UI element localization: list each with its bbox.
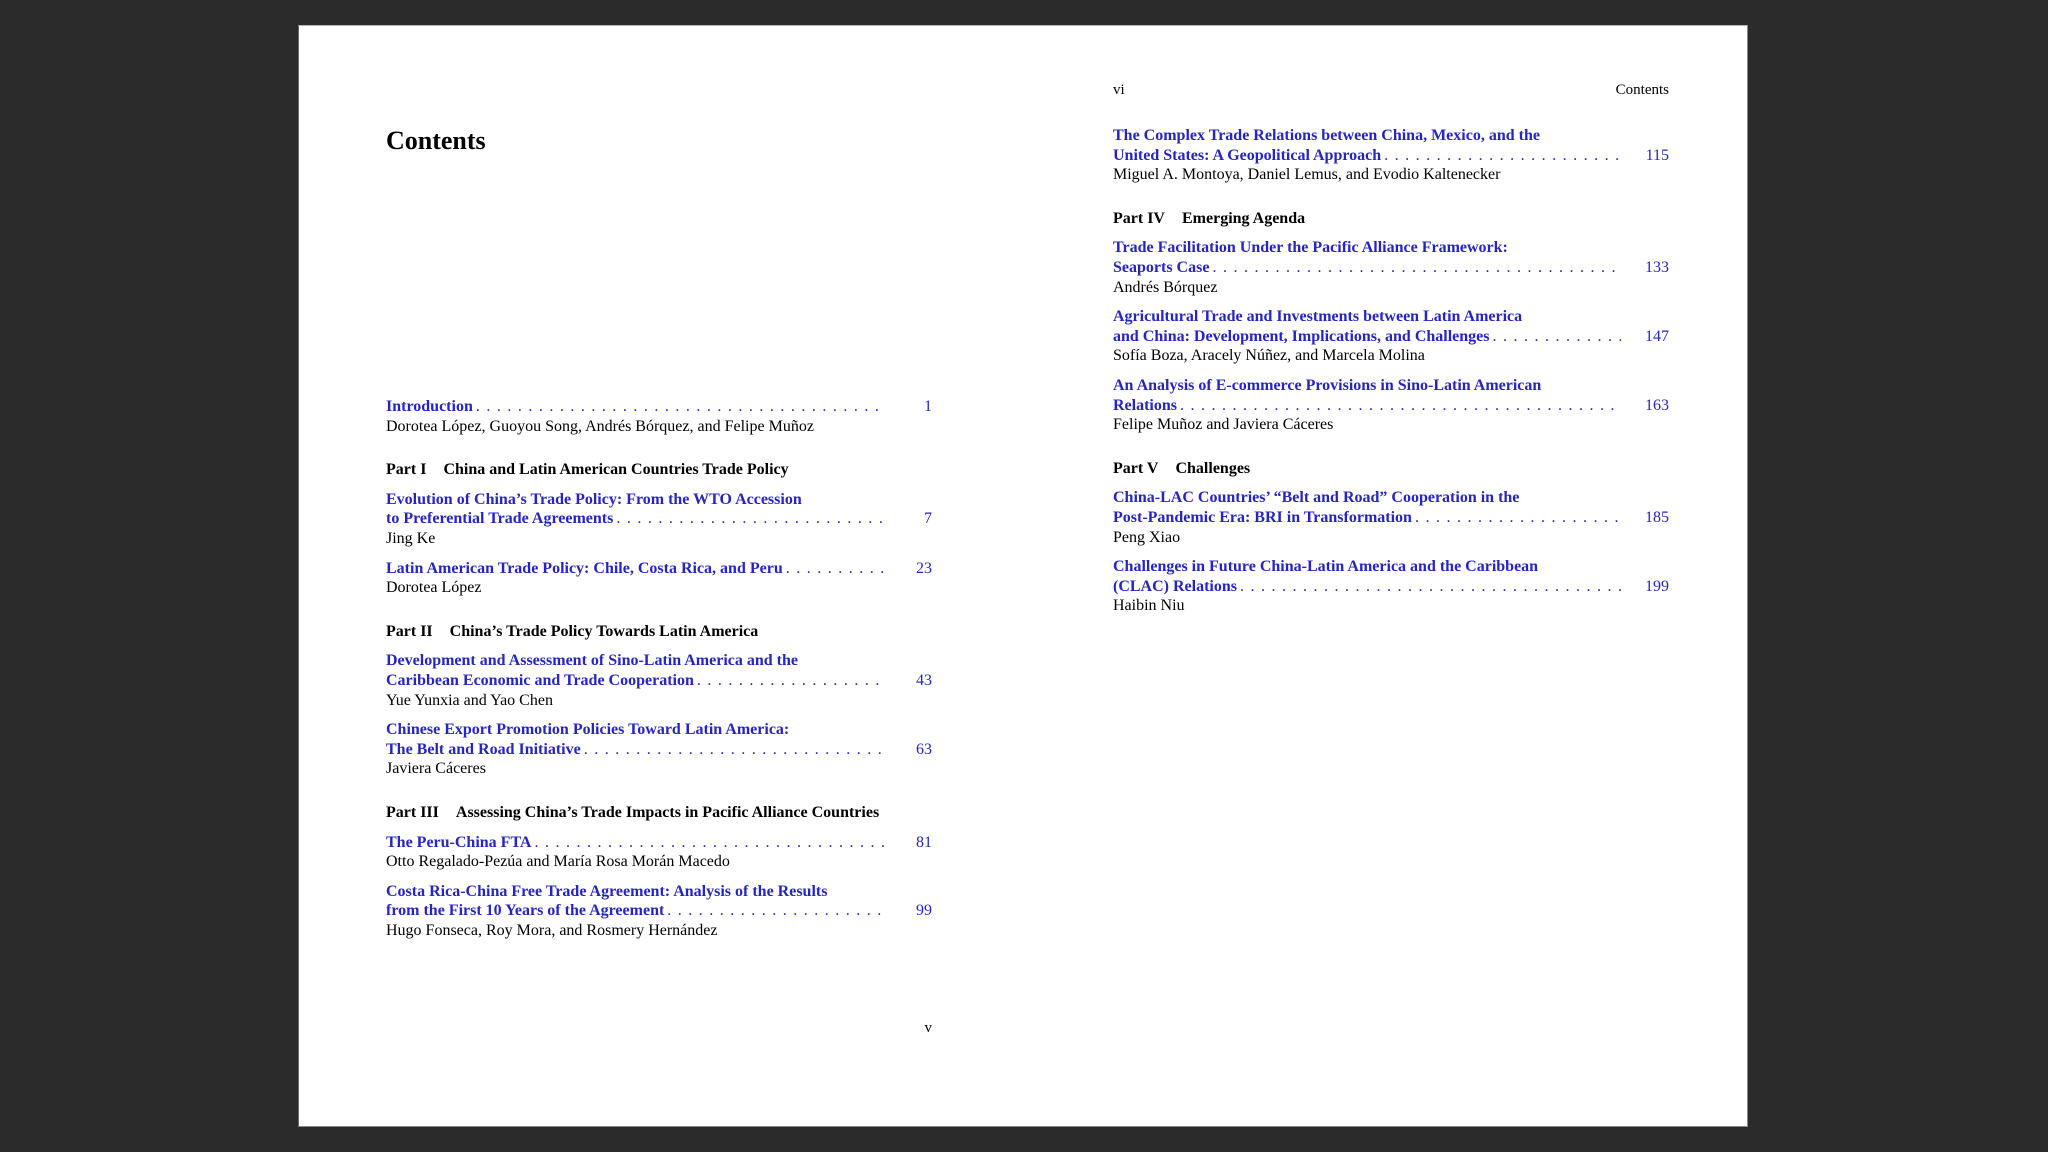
part-title: China and Latin American Countries Trade Policy <box>443 461 789 479</box>
toc-entry-title-line[interactable]: Chinese Export Promotion Policies Toward Latin America: <box>386 721 790 739</box>
toc-page-number[interactable]: 99 <box>916 902 932 920</box>
part-heading-2 <box>386 622 932 642</box>
toc-entry-title-line[interactable]: Development and Assessment of Sino-Latin America and the <box>386 652 799 670</box>
toc-entry-authors: Dorotea López <box>386 579 482 597</box>
toc-entry-title-line[interactable]: Trade Facilitation Under the Pacific Alliance Framework: <box>1113 239 1508 257</box>
toc-entry-title-line[interactable]: Costa Rica-China Free Trade Agreement: Analysis of the Results <box>386 882 828 900</box>
toc-entry-title[interactable]: Seaports Case <box>1113 258 1210 276</box>
toc-entry-title[interactable]: Caribbean Economic and Trade Cooperation <box>386 671 694 689</box>
toc-entry-title[interactable]: The Peru-China FTA <box>386 833 532 851</box>
part-title: China’s Trade Policy Towards Latin America <box>449 622 759 640</box>
toc-entry-authors: Andrés Bórquez <box>1113 278 1218 296</box>
toc-entry-title[interactable]: (CLAC) Relations <box>1113 577 1237 595</box>
toc-entry-title-line[interactable]: The Complex Trade Relations between China, Mexico, and the <box>1113 127 1540 144</box>
toc-entry-development-assessment <box>386 651 932 710</box>
part-title: Assessing China’s Trade Impacts in Pacific Alliance Countries <box>455 803 880 821</box>
book-page-spread <box>298 25 1748 1127</box>
toc-entry-title[interactable]: The Belt and Road Initiative <box>386 740 581 758</box>
part-label: Part I <box>386 461 427 479</box>
part-title: Emerging Agenda <box>1181 209 1306 227</box>
toc-entry-title[interactable]: to Preferential Trade Agreements <box>386 510 614 528</box>
dot-leader <box>786 559 884 579</box>
part-label: Part IV <box>1113 209 1165 227</box>
part-label: Part II <box>386 622 433 640</box>
toc-entry-future-clac-relations <box>1113 557 1669 616</box>
toc-page-number[interactable]: 147 <box>1645 327 1669 345</box>
toc-entry-latin-american-trade-policy <box>386 559 932 598</box>
left-page-folio: v <box>924 1020 932 1036</box>
toc-page-number[interactable]: 199 <box>1645 577 1669 595</box>
part-heading-5 <box>1113 459 1669 479</box>
toc-entry-authors: Otto Regalado-Pezúa and María Rosa Morán Macedo <box>386 853 730 871</box>
part-heading-4 <box>1113 209 1669 229</box>
toc-entry-title[interactable]: Latin American Trade Policy: Chile, Costa Rica, and Peru <box>386 559 783 577</box>
toc-entry-ecommerce-provisions <box>1113 376 1669 435</box>
toc-entry-title-line[interactable]: Challenges in Future China-Latin America and the Caribbean <box>1113 558 1539 576</box>
toc-entry-introduction <box>386 397 932 436</box>
running-header-title: Contents <box>1615 82 1669 98</box>
toc-page-number[interactable]: 7 <box>924 510 932 528</box>
toc-page-number[interactable]: 1 <box>924 398 932 415</box>
toc-entry-title-line[interactable]: China-LAC Countries’ “Belt and Road” Cooperation in the <box>1113 489 1520 507</box>
toc-page-number[interactable]: 63 <box>916 740 932 758</box>
toc-entry-authors: Felipe Muñoz and Javiera Cáceres <box>1113 416 1334 434</box>
toc-entry-title[interactable]: Post-Pandemic Era: BRI in Transformation <box>1113 508 1412 526</box>
dot-leader <box>1493 327 1622 347</box>
left-toc-entries <box>386 397 932 940</box>
toc-entry-title-line[interactable]: Agricultural Trade and Investments between Latin America <box>1113 308 1523 326</box>
dot-leader <box>667 901 884 921</box>
toc-entry-authors: Javiera Cáceres <box>386 760 486 778</box>
toc-entry-authors: Peng Xiao <box>1113 528 1181 546</box>
toc-entry-trade-facilitation <box>1113 238 1669 297</box>
toc-entry-authors: Sofía Boza, Aracely Núñez, and Marcela Molina <box>1113 347 1425 365</box>
dot-leader <box>1415 508 1621 528</box>
toc-entry-title-line[interactable]: Evolution of China’s Trade Policy: From the WTO Accession <box>386 490 802 508</box>
dot-leader <box>1240 577 1621 597</box>
toc-entry-evolution-china-trade-policy <box>386 490 932 549</box>
dot-leader <box>534 833 884 853</box>
right-page <box>1113 26 1669 1126</box>
toc-entry-authors: Dorotea López, Guoyou Song, Andrés Bórquez, and Felipe Muñoz <box>386 417 814 435</box>
toc-entry-title[interactable]: Introduction <box>386 398 473 415</box>
toc-entry-costa-rica-china-fta <box>386 882 932 941</box>
dot-leader <box>1212 258 1621 278</box>
toc-entry-peru-china-fta <box>386 833 932 872</box>
running-header <box>1113 81 1669 100</box>
part-label: Part V <box>1113 459 1159 477</box>
part-label: Part III <box>386 803 439 821</box>
contents-heading: Contents <box>386 126 486 155</box>
dot-leader <box>476 397 884 417</box>
dot-leader <box>616 509 884 529</box>
toc-entry-title[interactable]: United States: A Geopolitical Approach <box>1113 146 1382 164</box>
toc-page-number[interactable]: 43 <box>916 671 932 689</box>
toc-entry-authors: Jing Ke <box>386 529 436 547</box>
toc-entry-title-line[interactable]: An Analysis of E-commerce Provisions in Sino-Latin American <box>1113 376 1542 394</box>
toc-entry-title[interactable]: and China: Development, Implications, and Challenges <box>1113 327 1490 345</box>
toc-entry-title[interactable]: Relations <box>1113 396 1177 414</box>
right-page-folio: vi <box>1113 82 1125 98</box>
dot-leader <box>584 740 884 760</box>
toc-entry-complex-trade-relations <box>1113 126 1669 185</box>
part-heading-3 <box>386 803 932 823</box>
toc-page-number[interactable]: 185 <box>1645 508 1669 526</box>
toc-page-number[interactable]: 163 <box>1645 396 1669 414</box>
toc-entry-title[interactable]: from the First 10 Years of the Agreement <box>386 902 665 920</box>
toc-entry-authors: Yue Yunxia and Yao Chen <box>386 691 553 709</box>
toc-entry-agricultural-trade <box>1113 307 1669 366</box>
toc-entry-authors: Haibin Niu <box>1113 597 1185 615</box>
toc-page-number[interactable]: 23 <box>916 559 932 577</box>
toc-entry-china-lac-belt-road <box>1113 488 1669 547</box>
dot-leader <box>697 671 884 691</box>
toc-entry-authors: Miguel A. Montoya, Daniel Lemus, and Evodio Kaltenecker <box>1113 166 1501 184</box>
toc-page-number[interactable]: 115 <box>1645 146 1669 164</box>
dot-leader <box>1180 396 1621 416</box>
part-heading-1 <box>386 460 932 480</box>
left-page <box>386 26 932 1126</box>
toc-entry-authors: Hugo Fonseca, Roy Mora, and Rosmery Hernández <box>386 921 718 939</box>
toc-entry-chinese-export-promotion <box>386 720 932 779</box>
right-toc-entries <box>1113 126 1669 616</box>
toc-page-number[interactable]: 133 <box>1645 258 1669 276</box>
dot-leader <box>1384 146 1621 166</box>
toc-page-number[interactable]: 81 <box>916 833 932 851</box>
part-title: Challenges <box>1175 459 1251 477</box>
